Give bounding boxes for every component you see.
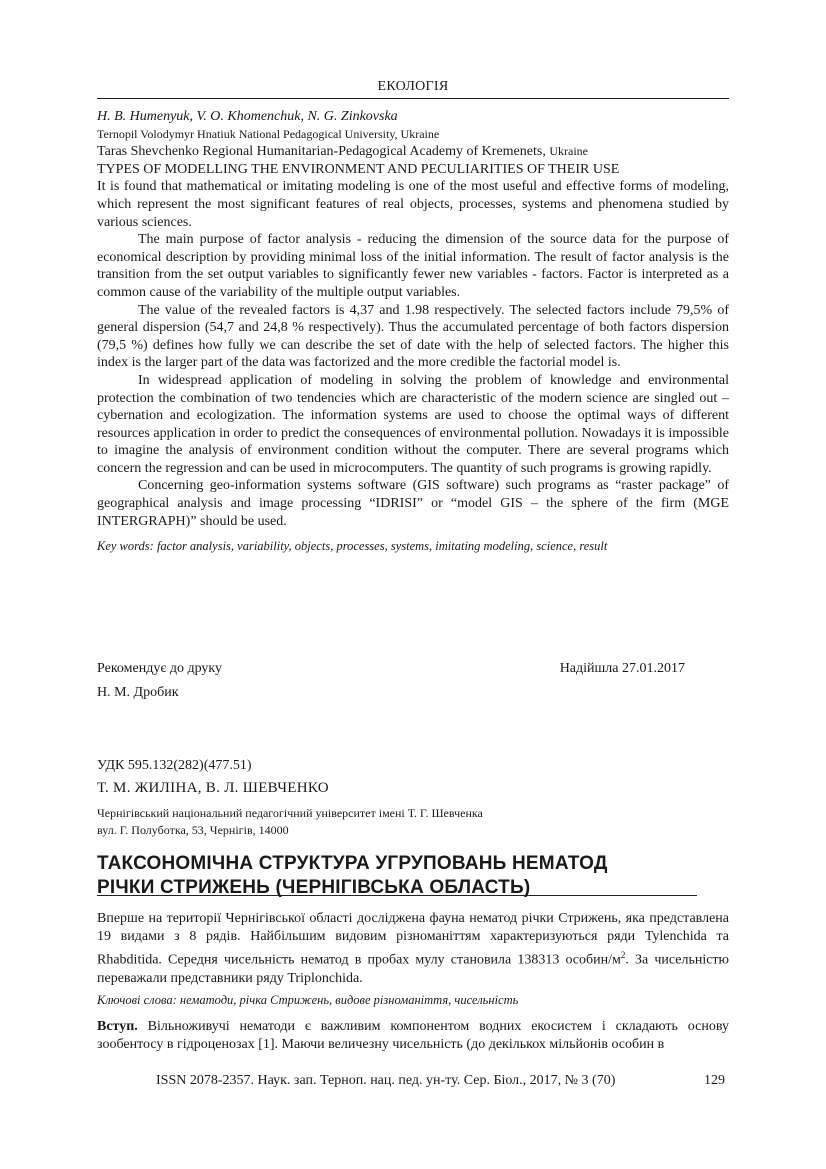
introduction-paragraph	[97, 1018, 729, 1054]
udk-code: УДК 595.132(282)(477.51)	[97, 758, 252, 773]
english-abstract	[97, 108, 729, 556]
affiliation-2-main: Taras Shevchenko Regional Humanitarian-Pedagogical Academy of Kremenets,	[97, 144, 546, 160]
abstract-paragraph: In widespread application of modeling in solving the problem of knowledge and environmental protection the combination of two tendencies which are characteristic of the modern science are singled out – cybernation and ecologization. The information systems are used to choose the optimal ways of different resources application in order to predict the consequences of environmental pollution. Nowadays it is impossible to imagine the analysis of environment condition without the computer. There are several programs which concern the regression and can be used in microcomputers. The quantity of such programs is growing rapidly.	[97, 372, 729, 476]
superscript: 2	[620, 950, 626, 960]
received-date: Надійшла 27.01.2017	[559, 661, 685, 676]
article2-affiliation	[97, 805, 483, 839]
title-underline	[97, 895, 697, 896]
title-line-2: РІЧКИ СТРИЖЕНЬ (ЧЕРНІГІВСЬКА ОБЛАСТЬ)	[97, 877, 531, 898]
article1-title: TYPES OF MODELLING THE ENVIRONMENT AND PECULIARITIES OF THEIR USE	[97, 161, 620, 177]
journal-issn: ISSN 2078-2357. Наук. зап. Терноп. нац. пед. ун-ту. Сер. Біол., 2017, № 3 (70)	[156, 1073, 616, 1088]
article1-keywords: Key words: factor analysis, variability, objects, processes, systems, imitating modeling, science, result	[97, 539, 608, 554]
abstract-text: Вперше на території Чернігівської області досліджена фауна нематод річки Стрижень, яка представлена 19 видами з 8 рядів. Найбільшим видовим різноманіттям характеризуються ряди Tylenchida та Rhabditida. Середня чисельність нематод в пробах мулу становила 138313 особин/м	[97, 911, 729, 968]
article1-authors: H. B. Humenyuk, V. O. Khomenchuk, N. G. Zinkovska	[97, 109, 398, 124]
recommendation-block	[97, 657, 729, 705]
affiliation-address: вул. Г. Полуботка, 53, Чернігів, 14000	[97, 823, 289, 837]
running-head: ЕКОЛОГІЯ	[377, 79, 449, 94]
article2-abstract	[97, 910, 729, 988]
affiliation-2-country: Ukraine	[549, 144, 588, 159]
recommendation-label: Рекомендує до друку	[97, 661, 223, 676]
abstract-paragraph: It is found that mathematical or imitating modeling is one of the most useful and effective forms of modeling, which represent the most significant features of real objects, processes, systems and phenomena studied by various sciences.	[97, 179, 729, 230]
article1-affiliation-1: Ternopil Volodymyr Hnatiuk National Pedagogical University, Ukraine	[97, 126, 440, 141]
article2-title	[97, 852, 729, 900]
title-line-1: ТАКСОНОМІЧНА СТРУКТУРА УГРУПОВАНЬ НЕМАТОД	[97, 853, 608, 874]
article2-keywords: Ключові слова: нематоди, річка Стрижень, видове різноманіття, чисельність	[97, 993, 519, 1007]
abstract-text-end: . За чисельністю переважали представники ряду Triplonchida.	[97, 952, 730, 986]
intro-text: Вільноживучі нематоди є важливим компонентом водних екосистем і складають основу зообентосу в гідроценозах [1]. Маючи величезну чисельність (до декількох мільйонів особин в	[97, 1019, 729, 1052]
header-rule	[97, 98, 729, 99]
article1-affiliation-2	[97, 143, 729, 161]
article2-authors: Т. М. ЖИЛІНА, В. Л. ШЕВЧЕНКО	[97, 780, 329, 796]
abstract-paragraph: The value of the revealed factors is 4,37 and 1.98 respectively. The selected factors include 79,5% of general dispersion (54,7 and 24,8 % respectively). Thus the accumulated percentage of both factors dispersion (79,5 %) defines how fully we can describe the set of date with the help of selected factors. The higher this index is the larger part of the data was factorized and the more credible the factorial model is.	[97, 302, 729, 371]
affiliation-name: Чернігівський національний педагогічний університет імені Т. Г. Шевченка	[97, 806, 483, 820]
page-number: 129	[704, 1073, 725, 1088]
abstract-paragraph: The main purpose of factor analysis - reducing the dimension of the source data for the purpose of economical description by providing minimal loss of the initial information. The result of factor analysis is the transition from the set output variables to significantly fewer new variables - factors. Factor is interpreted as a common cause of the variability of the multiple output variables.	[97, 232, 729, 300]
intro-label: Вступ.	[97, 1019, 138, 1034]
recommender-name: Н. М. Дробик	[97, 685, 179, 700]
abstract-paragraph: Concerning geo-information systems software (GIS software) such programs as “raster package” of geographical analysis and image processing “IDRISI” or “model GIS – the sphere of the firm (MGE INTERGRAPH)” should be used.	[97, 478, 729, 529]
